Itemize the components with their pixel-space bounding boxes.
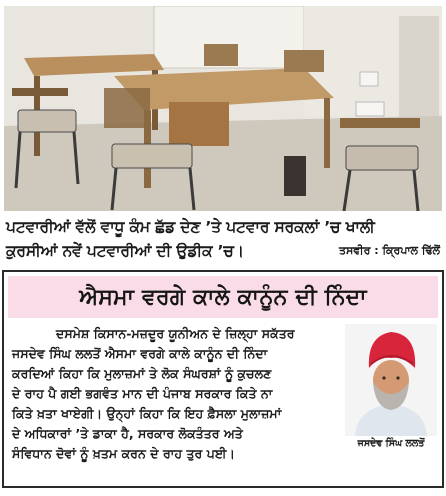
portrait-photo	[345, 324, 437, 436]
article-line: ਦੇ ਅਧਿਕਾਰਾਂ ’ਤੇ ਡਾਕਾ ਹੈ, ਸਰਕਾਰ ਲੋਕਤੰਤਰ ਅਤੇ	[12, 426, 243, 441]
article-body	[12, 324, 342, 464]
photo-caption	[6, 214, 440, 264]
portrait-drawing	[345, 324, 437, 436]
news-box	[2, 270, 444, 488]
article-line: ਕਿਤੇ ਖ਼ਤਾ ਖਾਏਗੀ। ਉਨ੍ਹਾਂ ਕਿਹਾ ਕਿ ਇਹ ਫ਼ੈਸਲਾ ਮੁਲਾਜ਼ਮਾਂ	[12, 406, 282, 421]
photo-credit: ਤਸਵੀਰ : ਕ੍ਰਿਪਾਲ ਢਿੱਲੋਂ	[339, 244, 440, 257]
headline: ਐਸਮਾ ਵਰਗੇ ਕਾਲੇ ਕਾਨੂੰਨ ਦੀ ਨਿੰਦਾ	[79, 284, 367, 310]
office-photo	[4, 6, 442, 211]
portrait-caption: ਜਸਦੇਵ ਸਿੰਘ ਲਲਤੋਂ	[357, 438, 425, 449]
article-line: ਦੇ ਰਾਹ ਪੈ ਗਈ ਭਗਵੰਤ ਮਾਨ ਦੀ ਪੰਜਾਬ ਸਰਕਾਰ ਕਿਤੇ ਨਾ	[12, 386, 273, 401]
office-photo-drawing	[4, 6, 442, 211]
next-column-text-fragment	[0, 488, 446, 496]
article-line: ਜਸਦੇਵ ਸਿੰਘ ਲਲਤੋਂ ਐਸਮਾ ਵਰਗੇ ਕਾਲੇ ਕਾਨੂੰਨ ਦੀ ਨਿੰਦਾ	[12, 346, 268, 361]
article-line: ਕਰਦਿਆਂ ਕਿਹਾ ਕਿ ਮੁਲਾਜ਼ਮਾਂ ਤੇ ਲੋਕ ਸੰਘਰਸ਼ਾਂ ਨੂੰ ਕੁਚਲਣ	[12, 366, 272, 381]
article-line: ਸੰਵਿਧਾਨ ਦੋਵਾਂ ਨੂੰ ਖ਼ਤਮ ਕਰਨ ਦੇ ਰਾਹ ਤੁਰ ਪਈ।	[12, 446, 236, 461]
caption-line-2: ਕੁਰਸੀਆਂ ਨਵੇਂ ਪਟਵਾਰੀਆਂ ਦੀ ਉਡੀਕ ’ਚ।	[6, 242, 244, 260]
article-line: ਦਸਮੇਸ਼ ਕਿਸਾਨ-ਮਜ਼ਦੂਰ ਯੂਨੀਅਨ ਦੇ ਜ਼ਿਲ੍ਹਾ ਸਕੱਤਰ	[56, 326, 295, 341]
caption-line-1: ਪਟਵਾਰੀਆਂ ਵੱਲੋਂ ਵਾਧੂ ਕੰਮ ਛੱਡ ਦੇਣ ’ਤੇ ਪਟਵਾਰ ਸਰਕਲਾਂ ’ਚ ਖਾਲੀ	[6, 218, 375, 236]
headline-bar	[8, 276, 438, 318]
